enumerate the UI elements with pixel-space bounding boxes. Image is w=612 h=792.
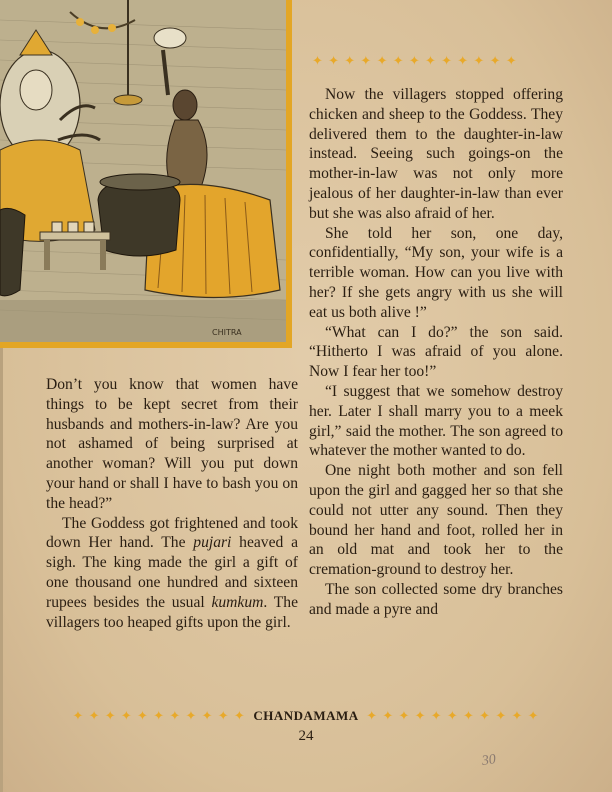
page-edge [0,348,3,792]
page-number: 24 [298,728,314,744]
paragraph-text: The Goddess got frightened and took down Her hand. The [46,514,298,552]
footer-stars-left: ✦ ✦ ✦ ✦ ✦ ✦ ✦ ✦ ✦ ✦ ✦ [72,708,246,723]
footer-title-row [0,708,612,724]
paragraph: “I suggest that we somehow destroy her. Later I shall marry you to a meek girl,” said the mother. The son agreed to whatever the mother wanted to do. [309,382,563,460]
story-illustration [0,0,292,348]
footer-stars-right: ✦ ✦ ✦ ✦ ✦ ✦ ✦ ✦ ✦ ✦ ✦ [366,708,540,723]
paragraph: One night both mother and son fell upon the girl and gagged her so that she could not utter any sound. Then they bound her hand and foot, rolled her in an old mat and took her to the cremation-ground to destroy her. [309,462,563,579]
paragraph: The son collected some dry branches and made a pyre and [309,580,563,618]
emphasized-word: kumkum [211,593,264,611]
paragraph-text: . The villagers too heaped gifts upon the girl. [46,593,298,631]
paragraph: She told her son, one day, confidentially, “My son, your wife is a terrible woman. How can you live with her? If she gets angry with us she will eat us both alive !” [309,224,563,321]
handwritten-mark: 30 [480,752,497,769]
paragraph: Now the villagers stopped offering chicken and sheep to the Goddess. They delivered them to the daughter-in-law instead. Seeing such goings-on the mother-in-law was not only more jealous of her daughter-in-law than ever but she was also afraid of her. [309,86,563,222]
artist-signature: CHITRA [212,328,242,337]
left-text-column [46,375,298,632]
paragraph-text: heaved a sigh. The king made the girl a gift of one thousand one hundred and sixteen rupees besides the usual [46,534,298,611]
paragraph [46,514,298,633]
header-star-border: ✦ ✦ ✦ ✦ ✦ ✦ ✦ ✦ ✦ ✦ ✦ ✦ ✦ [312,53,518,68]
goddess-scene-image [0,0,286,342]
magazine-title: CHANDAMAMA [253,708,359,723]
emphasized-word: pujari [193,534,232,552]
paragraph: Don’t you know that women have things to be kept secret from their husbands and mothers-in-law? Are you not ashamed of being surprised at another woman? Will you put down your hand or shall I have to bash you on the head?” [46,376,298,512]
paragraph: “What can I do?” the son said. “Hitherto I was afraid of you alone. Now I fear her too!” [309,323,563,381]
right-text-column [309,85,563,620]
